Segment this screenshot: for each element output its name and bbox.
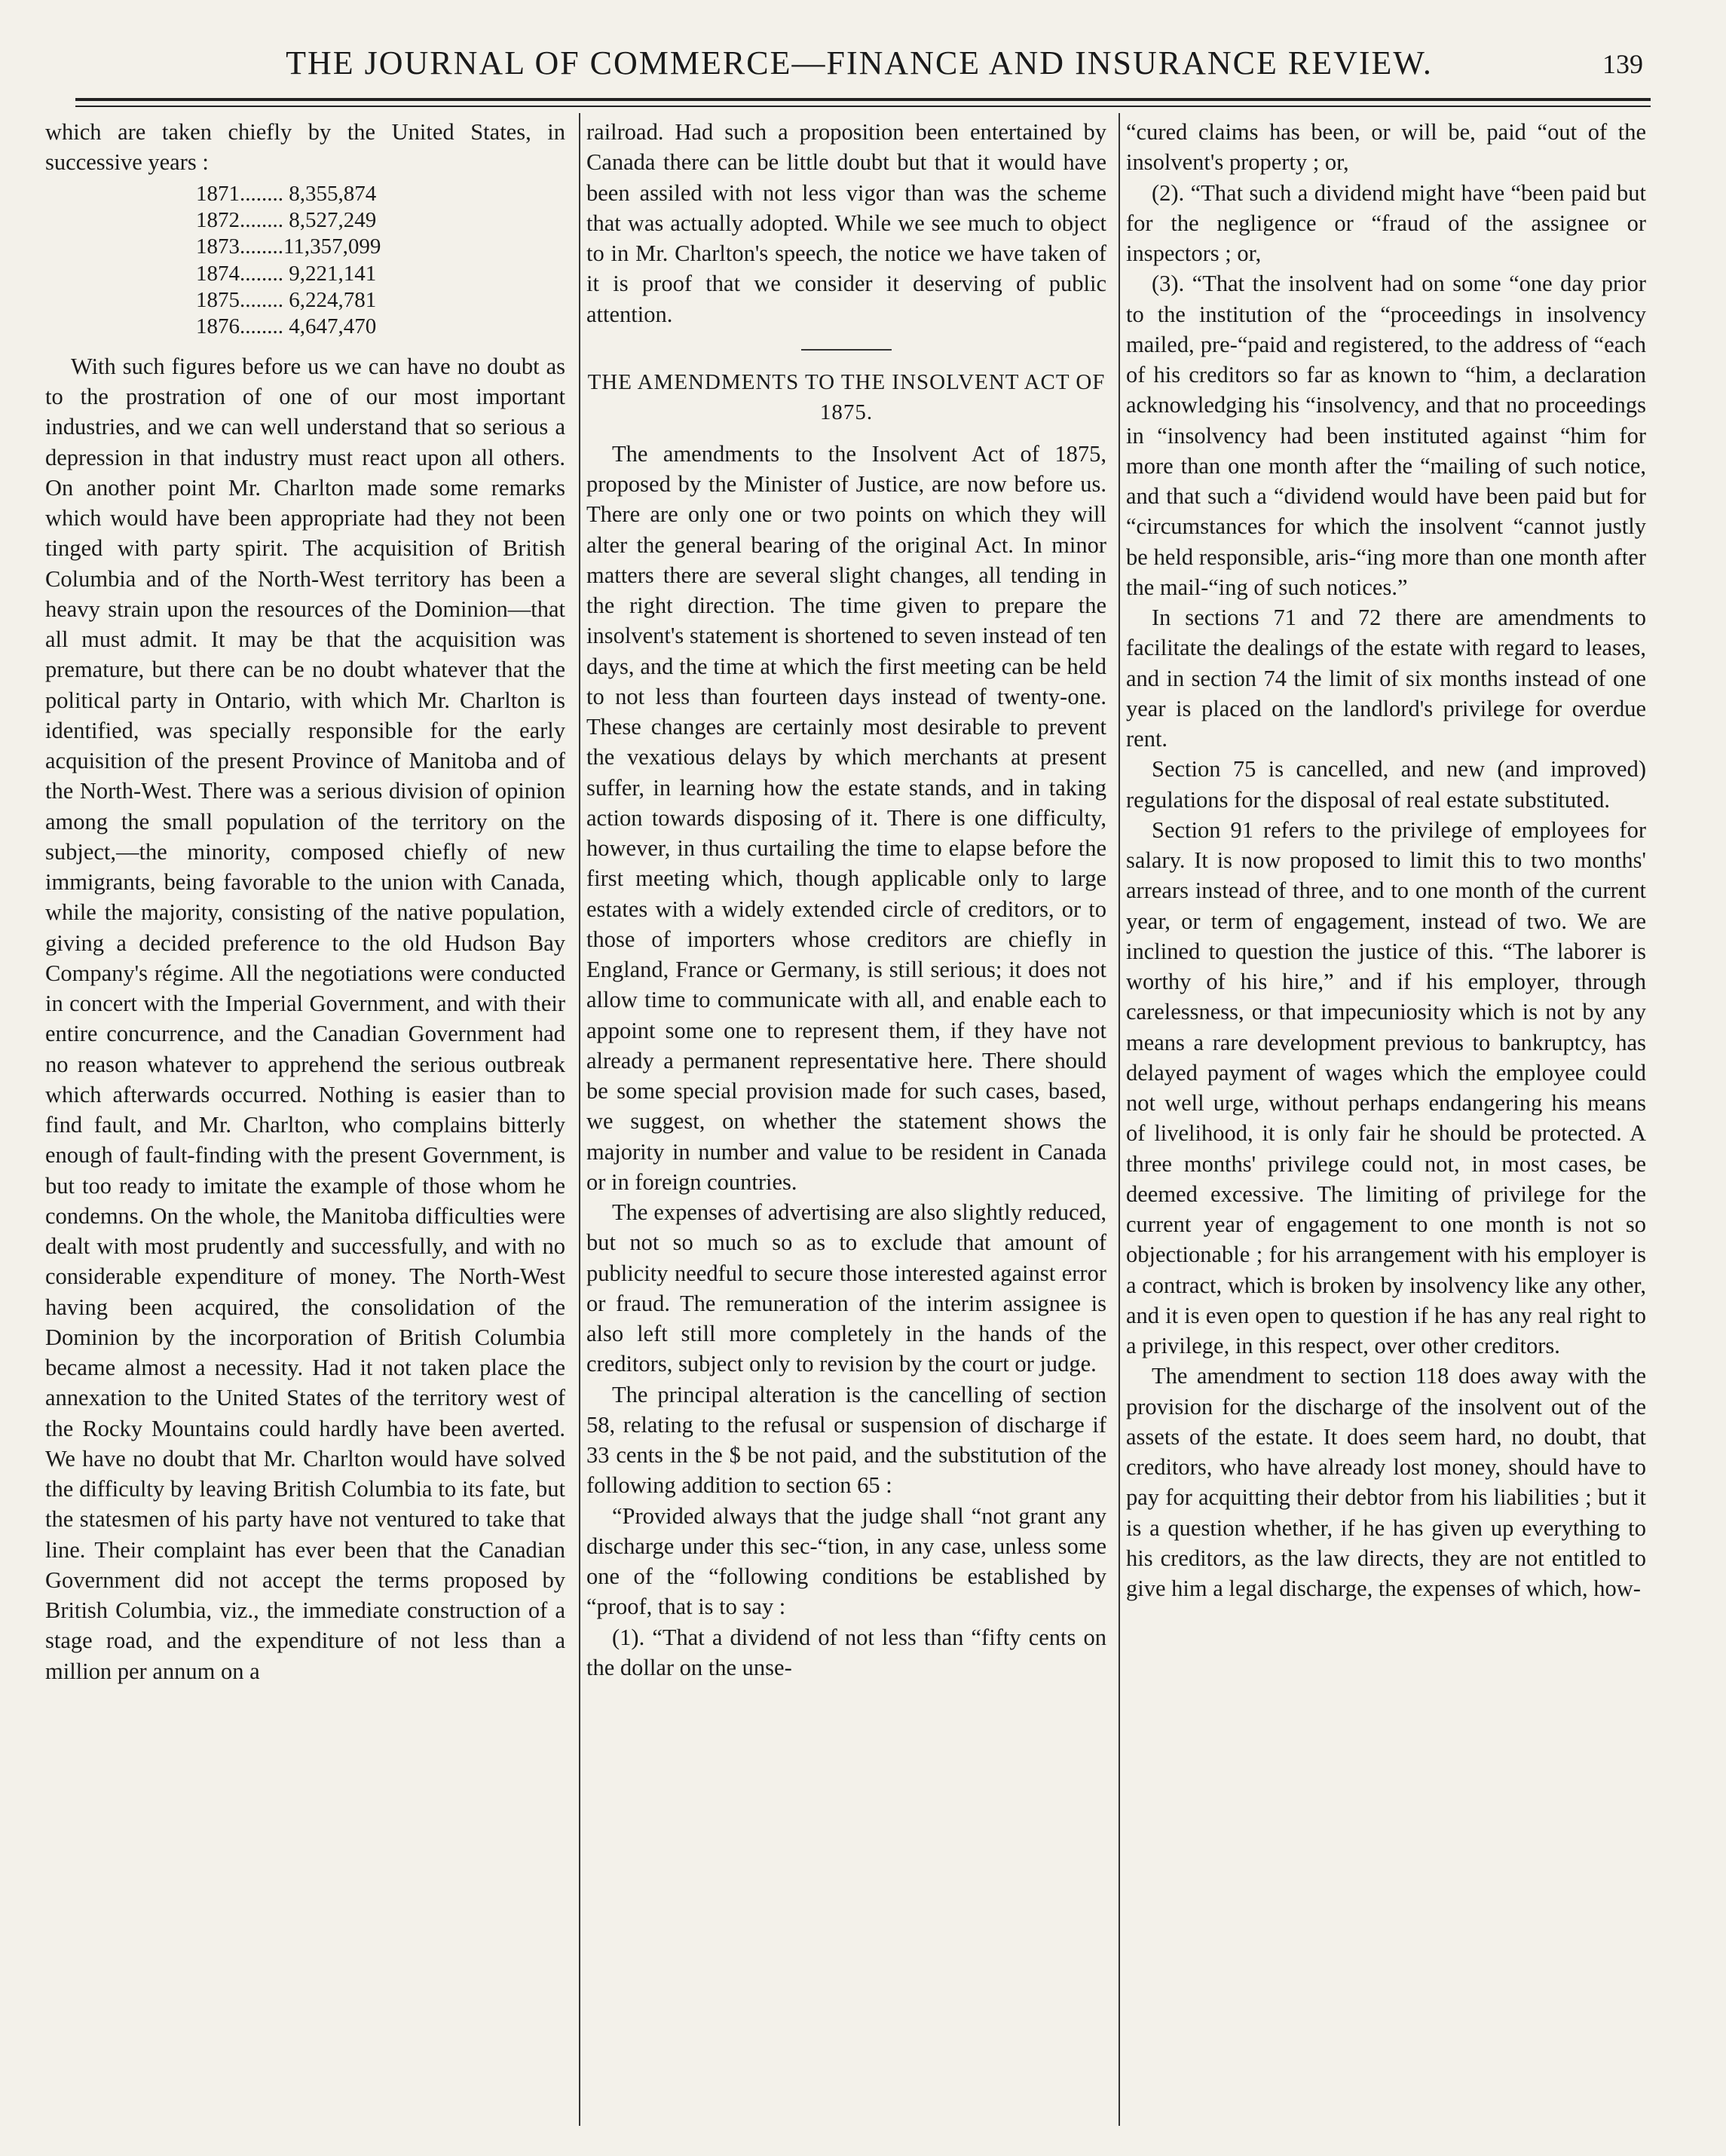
paragraph: Section 91 refers to the privilege of employees for salary. It is now proposed to limit this to two months' arrears instead of three, and to one month of the current year, or term of engagement, instead of two. We are inclined to question the justice of this. “The laborer is worthy of his hire,” and if his employer, through carelessness, or that impecuniosity which is not by any means a rare development previous to bankruptcy, has delayed payment of wages which the employee could not well urge, without perhaps endangering his means of livelihood, it is only fair he should be protected. A three months' privilege could not, in most cases, be deemed excessive. The limiting of privilege for the current year of engagement to one month is not so objectionable ; for his arrangement with his employer is a contract, which is broken by insolvency like any other, and it is even open to question if he has any real right to a privilege, in this respect, over other creditors. [1126,816,1646,1358]
paragraph: which are taken chiefly by the United States, in successive years : [45,119,565,176]
page-number: 139 [1602,49,1643,79]
journal-title: THE JOURNAL OF COMMERCE—FINANCE AND INSURANCE REVIEW. [286,44,1433,81]
article-heading: THE AMENDMENTS TO THE INSOLVENT ACT OF 1875. [587,369,1106,425]
section-separator [801,349,892,351]
stat-row: 1875........ 6,224,781 [196,288,377,312]
quoted-provision: (3). “That the insolvent had on some “one day prior to the institution of the “proceedings in insolvency mailed, pre-“paid and registered, to the address of “each of his creditors so far as known to “him, a declaration acknowledging his “insolvency, and that no proceedings in “insolvency had been instituted against “him for more than one month after the “mailing of such notice, and that such a “dividend would have been paid but for “circumstances for which the insolvent “cannot justly be held responsible, aris-“ing more than one month after the mail-“ing of such notices.” [1126,271,1646,600]
export-statistics [196,181,565,341]
stat-row: 1873........11,357,099 [196,234,381,259]
paragraph: With such figures before us we can have no doubt as to the prostration of one of our most important industries, and we can well understand that so serious a depression in that industry must react upon all others. On another point Mr. Charlton made some remarks which would have been appropriate had they not been tinged with party spirit. The acquisition of British Columbia and of the North-West territory has been a heavy strain upon the resources of the Dominion—that all must admit. It may be that the acquisition was premature, but there can be no doubt whatever that the political party in Ontario, with which Mr. Charlton is identified, was specially responsible for the early acquisition of the present Province of Manitoba and of the North-West. There was a serious division of opinion among the small population of the territory on the subject,—the minority, composed chiefly of new immigrants, being favorable to the union with Canada, while the majority, consisting of the native population, giving a decided preference to the old Hudson Bay Company's régime. All the negotiations were conducted in concert with the Imperial Government, and with their entire concurrence, and the Canadian Government had no reason whatever to apprehend the serious outbreak which afterwards occurred. Nothing is easier than to find fault, and Mr. Charlton, who complains bitterly enough of fault-finding with the present Government, is but too ready to imitate the example of those whom he condemns. On the whole, the Manitoba difficulties were dealt with most prudently and successfully, and with no considerable expenditure of money. The North-West having been acquired, the consolidation of the Dominion by the incorporation of British Columbia became almost a necessity. Had it not taken place the annexation to the United States of the territory west of the Rocky Mountains could hardly have been averted. We have no doubt that Mr. Charlton would have solved the difficulty by leaving British Columbia to its fate, but the statesmen of his party have not ventured to take that line. Their complaint has ever been that the Canadian Government did not accept the terms proposed by British Columbia, viz., the immediate construction of a stage road, and the expenditure of not less than a million per annum on a [45,353,565,1684]
paragraph: The expenses of advertising are also slightly reduced, but not so much so as to exclude that amount of publicity needful to secure those interested against error or fraud. The remuneration of the interim assignee is also left still more completely in the hands of the creditors, subject only to revision by the court or judge. [586,1199,1106,1377]
quoted-provision: “Provided always that the judge shall “not grant any discharge under this sec-“tion, in any case, unless some one of the “following conditions be established by “proof, that is to say : [586,1502,1106,1620]
header-rule-thin [75,106,1651,107]
stat-row: 1874........ 9,221,141 [196,261,377,286]
paragraph: In sections 71 and 72 there are amendments to facilitate the dealings of the estate with regard to leases, and in section 74 the limit of six months instead of one year is placed on the landlord's privilege for overdue rent. [1126,605,1646,752]
stat-row: 1872........ 8,527,249 [196,207,377,232]
paragraph: The amendments to the Insolvent Act of 1875, proposed by the Minister of Justice, are now before us. There are only one or two points on which they will alter the general bearing of the original Act. In minor matters there are several slight changes, all tending in the right direction. The time given to prepare the insolvent's statement is shortened to seven instead of ten days, and the time at which the first meeting can be held to not less than fourteen days instead of twenty-one. These changes are certainly most desirable to prevent the vexatious delays by which merchants at present suffer, in learning how the estate stands, and in taking action towards disposing of it. There is one difficulty, however, in thus curtailing the time to elapse before the first meeting which, though applicable only to large estates with a widely extended circle of creditors, or to those of importers whose creditors are chiefly in England, France or Germany, is still serious; it does not allow time to communicate with all, and enable each to appoint some one to represent them, if they have not already a permanent representative here. There should be some special provision made for such cases, based, we suggest, on whether the statement shows the majority in number and value to be resident in Canada or in foreign countries. [586,440,1106,1195]
stat-row: 1871........ 8,355,874 [196,181,377,206]
column-2 [586,117,1106,2122]
stat-row: 1876........ 4,647,470 [196,314,377,339]
column-3 [1126,117,1646,2122]
quoted-provision: (1). “That a dividend of not less than “fifty cents on the dollar on the unse- [586,1624,1106,1680]
header-rule-thick [75,98,1651,101]
paragraph: railroad. Had such a proposition been entertained by Canada there can be little doubt but that it would have been assiled with not less vigor than was the scheme that was actually adopted. While we see much to object to in Mr. Charlton's speech, the notice we have taken of it is proof that we consider it deserving of public attention. [586,119,1106,327]
page-header [75,44,1643,96]
column-1 [45,117,565,2122]
quoted-provision: “cured claims has been, or will be, paid “out of the insolvent's property ; or, [1126,119,1646,176]
column-divider [579,113,580,2126]
paragraph: The amendment to section 118 does away with the provision for the discharge of the insolvent out of the assets of the estate. It does seem hard, no doubt, that creditors, who have already lost money, should have to pay for acquitting their debtor from his liabilities ; but it is a question whether, if he has given up everything to his creditors, as the law directs, they are not entitled to give him a legal discharge, the expenses of which, how- [1126,1363,1646,1601]
column-divider [1119,113,1120,2126]
quoted-provision: (2). “That such a dividend might have “been paid but for the negligence or “fraud of the assignee or inspectors ; or, [1126,179,1646,266]
paragraph: The principal alteration is the cancelling of section 58, relating to the refusal or suspension of discharge if 33 cents in the $ be not paid, and the substitution of the following addition to section 65 : [586,1381,1106,1499]
paragraph: Section 75 is cancelled, and new (and improved) regulations for the disposal of real estate substituted. [1126,756,1646,813]
